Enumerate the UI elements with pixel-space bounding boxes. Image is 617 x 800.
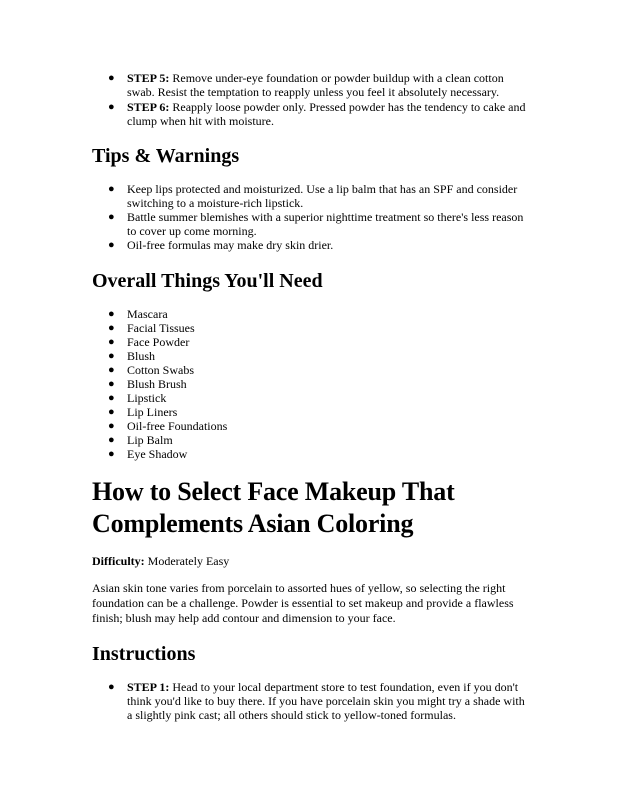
bullet-icon: ● <box>108 681 115 693</box>
list-item <box>92 391 532 405</box>
step-label: STEP 5: <box>127 71 170 85</box>
step-label: STEP 1: <box>127 680 170 694</box>
instructions-list <box>92 680 532 722</box>
intro-paragraph: Asian skin tone varies from porcelain to assorted hues of yellow, so selecting the right foundation can be a challenge. Powder is essential to set makeup and provide a flawless finish; blush may help add contour and dimension to your face. <box>92 581 514 625</box>
need-item: Cotton Swabs <box>127 363 195 377</box>
need-item: Lip Liners <box>127 405 178 419</box>
bullet-icon: ● <box>108 392 115 404</box>
need-item: Blush Brush <box>127 377 187 391</box>
list-item <box>92 100 532 128</box>
list-item <box>92 419 532 433</box>
step-label: STEP 6: <box>127 100 170 114</box>
difficulty-line <box>92 554 532 569</box>
bullet-icon: ● <box>108 350 115 362</box>
document-page <box>92 71 532 723</box>
steps-top-list <box>92 71 532 128</box>
bullet-icon: ● <box>108 72 115 84</box>
list-item <box>92 210 532 238</box>
needs-heading: Overall Things You'll Need <box>92 270 323 292</box>
bullet-icon: ● <box>108 420 115 432</box>
list-item <box>92 238 532 252</box>
difficulty-value: Moderately Easy <box>144 554 230 568</box>
article-title-line-1: How to Select Face Makeup That <box>92 477 455 506</box>
bullet-icon: ● <box>108 211 115 223</box>
step-text: Remove under-eye foundation or powder buildup with a clean cotton swab. Resist the temptation to reapply unless you feel it absolutely necessary. <box>127 71 504 99</box>
need-item: Face Powder <box>127 335 190 349</box>
list-item <box>92 71 532 99</box>
tip-text: Battle summer blemishes with a superior nighttime treatment so there's less reason to cover up come morning. <box>127 210 524 238</box>
tip-text: Keep lips protected and moisturized. Use a lip balm that has an SPF and consider switching to a moisture-rich lipstick. <box>127 182 518 210</box>
list-item <box>92 433 532 447</box>
difficulty-label: Difficulty: <box>92 554 145 568</box>
tips-heading: Tips & Warnings <box>92 145 240 167</box>
need-item: Lip Balm <box>127 433 173 447</box>
bullet-icon: ● <box>108 336 115 348</box>
list-item <box>92 405 532 419</box>
needs-list <box>92 307 532 461</box>
need-item: Facial Tissues <box>127 321 195 335</box>
tips-list <box>92 182 532 252</box>
article-title <box>92 476 532 540</box>
bullet-icon: ● <box>108 101 115 113</box>
tip-text: Oil-free formulas may make dry skin drier. <box>127 238 334 252</box>
article-title-line-2: Complements Asian Coloring <box>92 509 414 538</box>
need-item: Blush <box>127 349 156 363</box>
list-item <box>92 307 532 321</box>
list-item <box>92 349 532 363</box>
bullet-icon: ● <box>108 308 115 320</box>
instructions-heading: Instructions <box>92 643 196 665</box>
list-item <box>92 377 532 391</box>
need-item: Mascara <box>127 307 168 321</box>
need-item: Lipstick <box>127 391 167 405</box>
bullet-icon: ● <box>108 434 115 446</box>
list-item <box>92 680 532 722</box>
bullet-icon: ● <box>108 448 115 460</box>
need-item: Eye Shadow <box>127 447 188 461</box>
step-text: Head to your local department store to test foundation, even if you don't think you'd like to buy there. If you have porcelain skin you might try a shade with a slightly pink cast; all others should stick to yellow-toned formulas. <box>127 680 525 722</box>
bullet-icon: ● <box>108 406 115 418</box>
list-item <box>92 363 532 377</box>
bullet-icon: ● <box>108 322 115 334</box>
list-item <box>92 447 532 461</box>
bullet-icon: ● <box>108 378 115 390</box>
list-item <box>92 335 532 349</box>
list-item <box>92 321 532 335</box>
bullet-icon: ● <box>108 239 115 251</box>
need-item: Oil-free Foundations <box>127 419 228 433</box>
bullet-icon: ● <box>108 364 115 376</box>
bullet-icon: ● <box>108 183 115 195</box>
step-text: Reapply loose powder only. Pressed powder has the tendency to cake and clump when hit with moisture. <box>127 100 526 128</box>
list-item <box>92 182 532 210</box>
